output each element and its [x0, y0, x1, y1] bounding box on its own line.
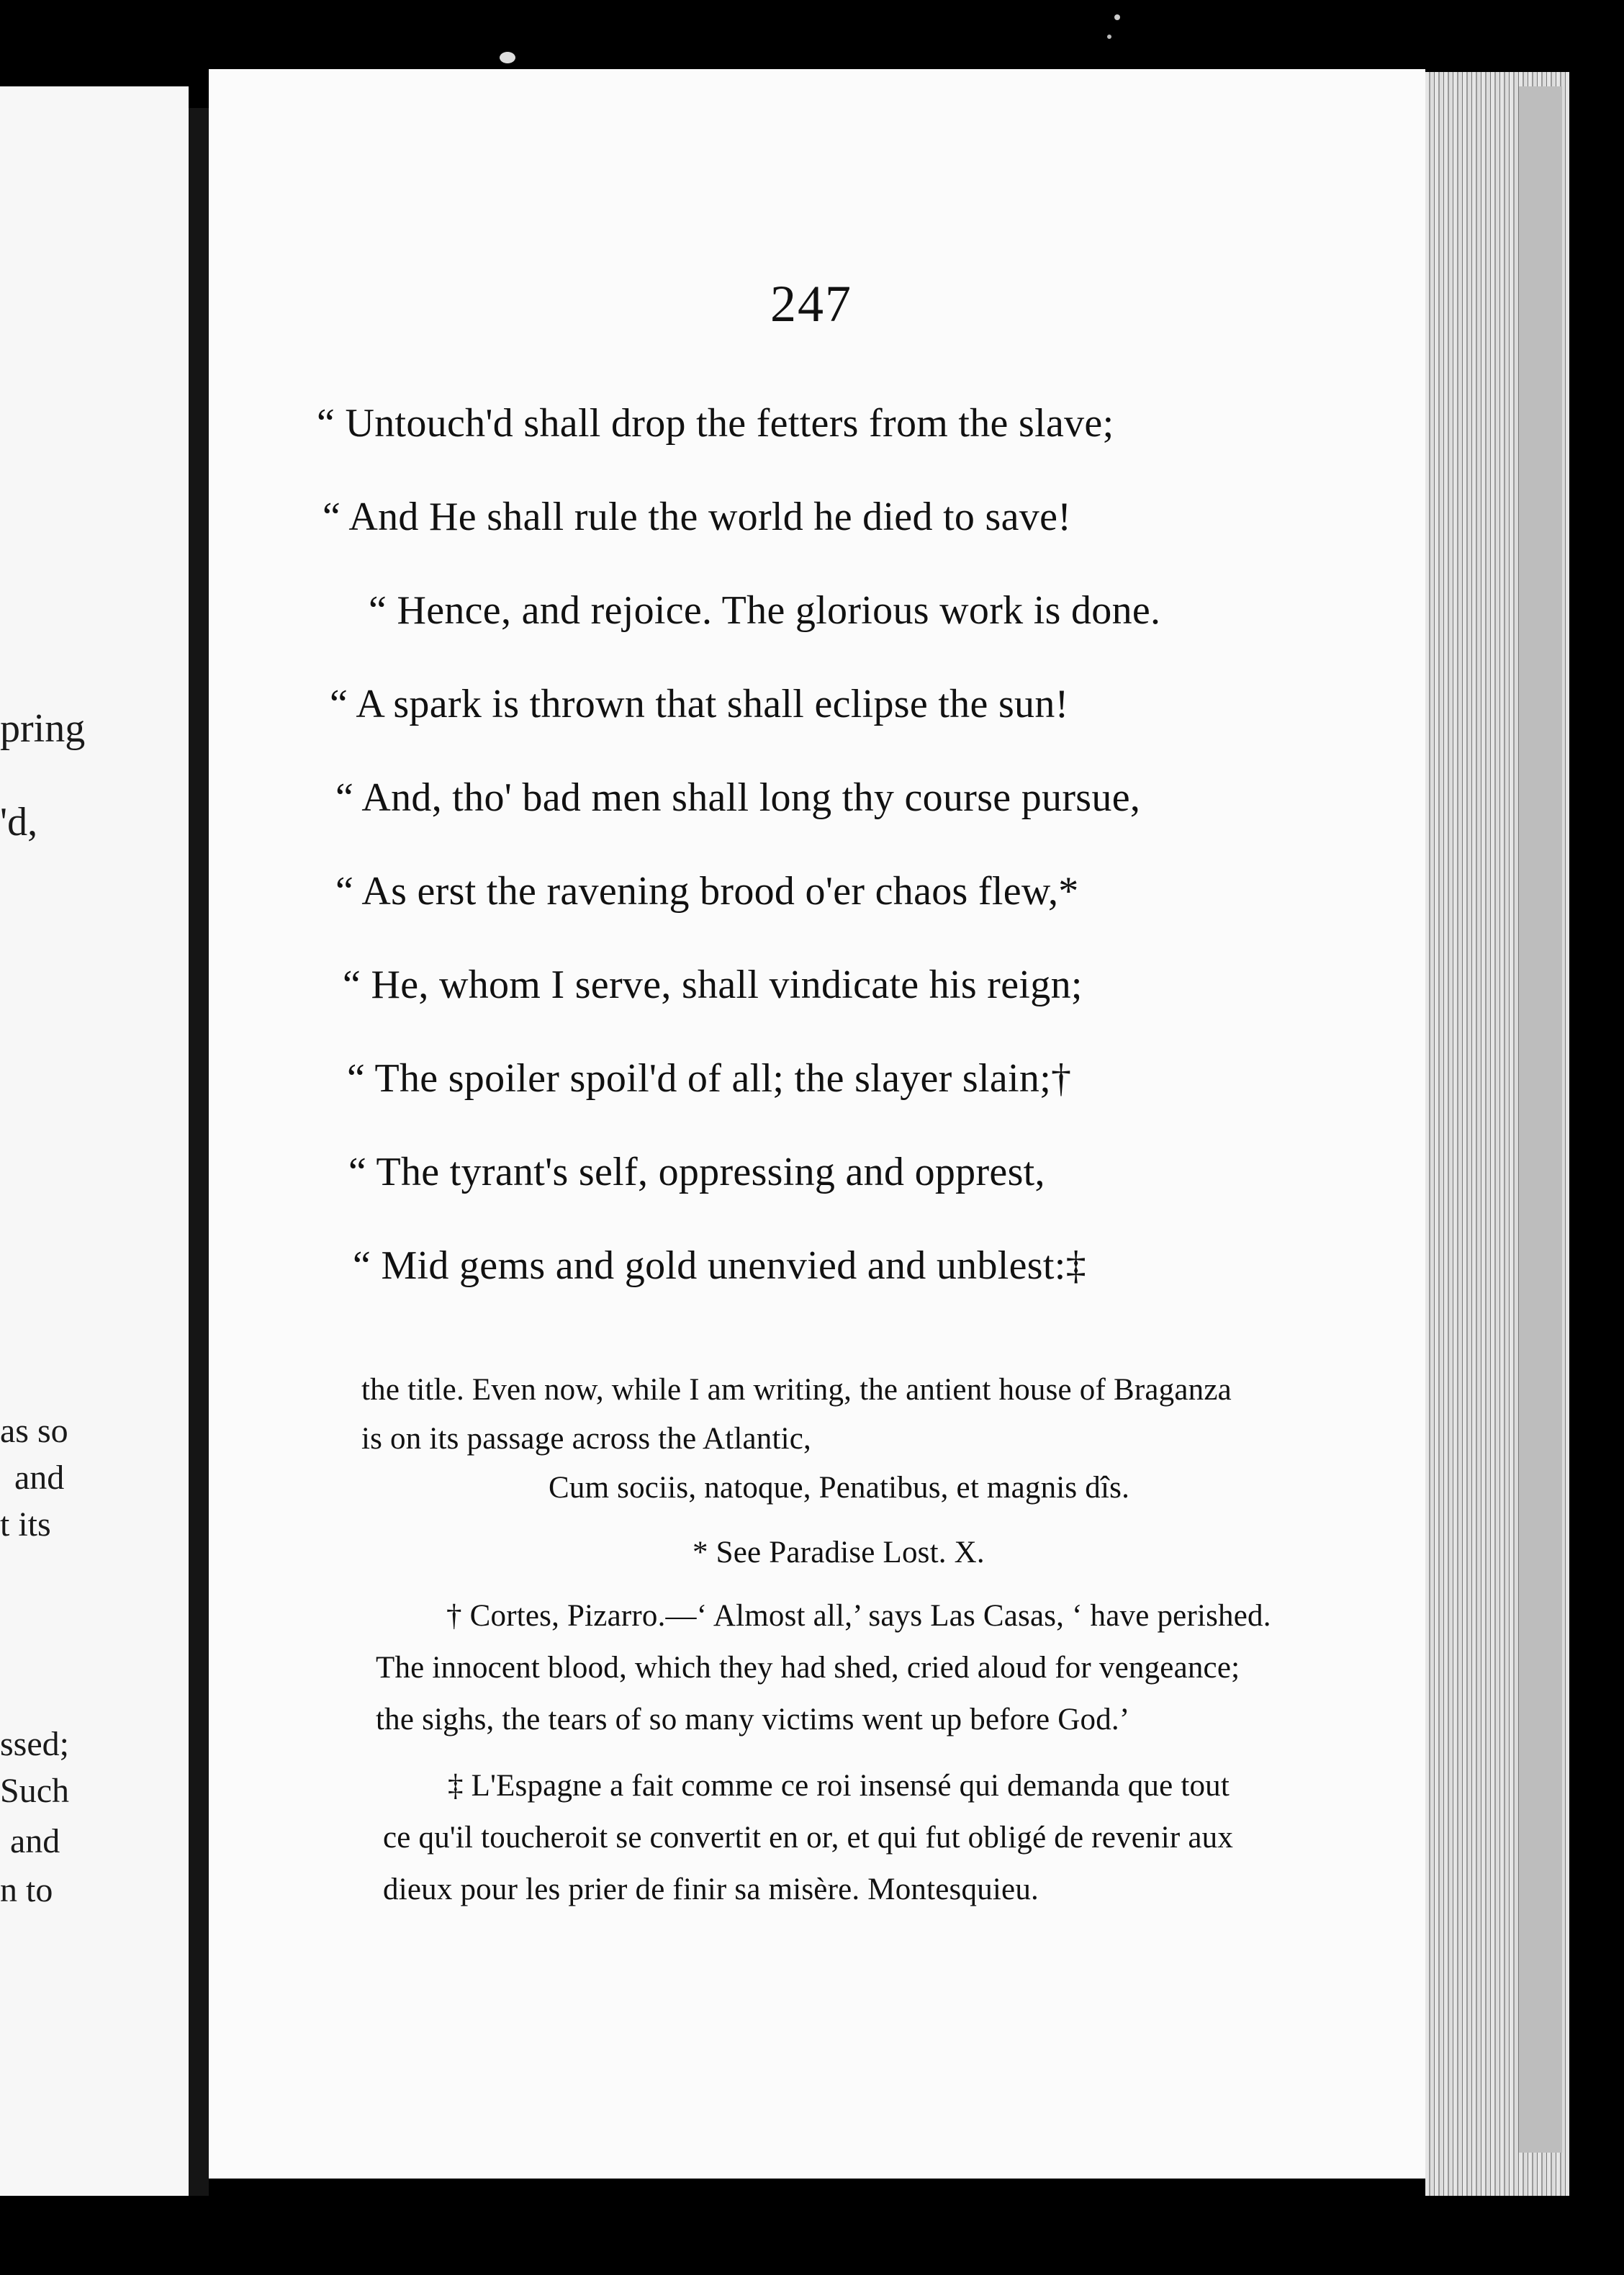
verse-line: “ And He shall rule the world he died to save!	[322, 495, 1072, 539]
footnote-dagger-line: the sighs, the tears of so many victims went up before God.’	[376, 1703, 1130, 1736]
page-edges-shadow	[1519, 86, 1562, 2153]
previous-page-fragment	[0, 86, 189, 2196]
verse-line: “ A spark is thrown that shall eclipse the sun!	[330, 682, 1069, 726]
left-fragment: 'd,	[0, 800, 38, 844]
dust-speck	[1107, 35, 1111, 39]
verse-line: “ Untouch'd shall drop the fetters from the slave;	[317, 401, 1114, 446]
footnote-double-dagger-line: dieux pour les prier de finir sa misère. Montesquieu.	[383, 1873, 1039, 1906]
footnote-double-dagger-line: ce qu'il toucheroit se convertit en or, et qui fut obligé de revenir aux	[383, 1821, 1234, 1855]
verse-line: “ The spoiler spoil'd of all; the slayer slain;†	[347, 1056, 1072, 1101]
footnote-quotation-line: Cum sociis, natoque, Penatibus, et magnis dîs.	[549, 1471, 1130, 1505]
dust-speck	[500, 52, 515, 63]
left-fragment: Such	[0, 1772, 69, 1810]
left-fragment: n to	[0, 1871, 53, 1909]
dust-speck	[1114, 14, 1120, 20]
verse-line: “ The tyrant's self, oppressing and opprest,	[348, 1150, 1045, 1194]
verse-line: “ And, tho' bad men shall long thy course pursue,	[335, 775, 1141, 820]
verse-line: “ As erst the ravening brood o'er chaos flew,*	[335, 869, 1079, 914]
footnote-star: * See Paradise Lost. X.	[693, 1536, 985, 1569]
book-gutter	[189, 108, 209, 2196]
footnote-continuation-line: the title. Even now, while I am writing, the antient house of Braganza	[361, 1373, 1232, 1407]
footnote-dagger-line: † Cortes, Pizarro.—‘ Almost all,’ says Las Casas, ‘ have perished.	[446, 1599, 1271, 1633]
left-fragment: and	[10, 1822, 60, 1860]
verse-line: “ Mid gems and gold unenvied and unblest:‡	[353, 1243, 1086, 1288]
left-fragment: and	[14, 1459, 65, 1497]
left-fragment: as so	[0, 1412, 68, 1450]
footnote-double-dagger-line: ‡ L'Espagne a fait comme ce roi insensé qui demanda que tout	[448, 1769, 1230, 1803]
left-fragment: pring	[0, 706, 86, 751]
footnote-continuation-line: is on its passage across the Atlantic,	[361, 1422, 812, 1456]
left-fragment: ssed;	[0, 1725, 69, 1763]
verse-line: “ Hence, and rejoice. The glorious work is done.	[369, 588, 1161, 633]
book-page	[209, 69, 1425, 2179]
verse-line: “ He, whom I serve, shall vindicate his reign;	[343, 963, 1083, 1007]
left-fragment: t its	[0, 1505, 51, 1544]
footnote-dagger-line: The innocent blood, which they had shed, cried aloud for vengeance;	[376, 1651, 1240, 1685]
page-number: 247	[770, 275, 852, 333]
